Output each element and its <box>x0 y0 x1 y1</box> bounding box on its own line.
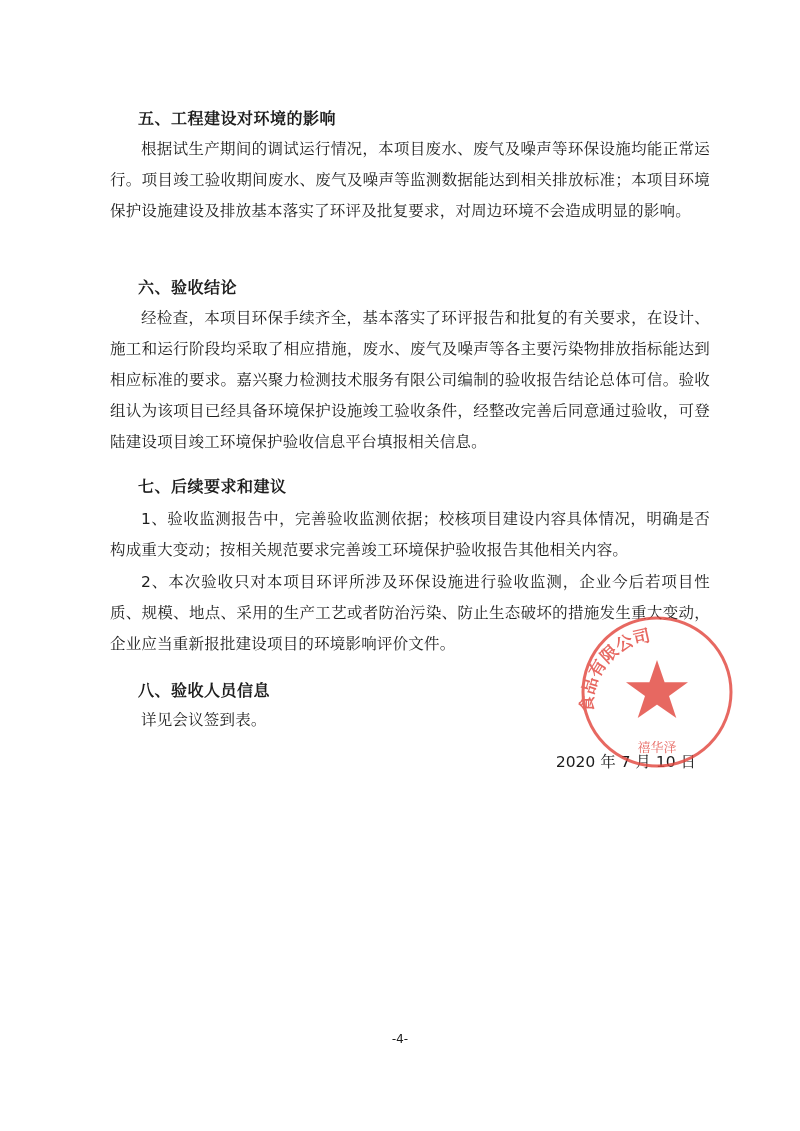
seal-ring-text: 食品有限公司 <box>577 626 653 713</box>
section-6-paragraph: 经检查，本项目环保手续齐全，基本落实了环评报告和批复的有关要求，在设计、施工和运行阶段均采取了相应措施，废水、废气及噪声等各主要污染物排放指标能达到相应标准的要求。嘉兴聚力检测技术服务有限公司编制的验收报告结论总体可信。验收组认为该项目已经具备环境保护设施竣工验收条件，经整改完善后同意通过验收，可登陆建设项目竣工环境保护验收信息平台填报相关信息。 <box>110 309 710 451</box>
section-5-paragraph: 根据试生产期间的调试运行情况，本项目废水、废气及噪声等环保设施均能正常运行。项目竣工验收期间废水、废气及噪声等监测数据能达到相关排放标准；本项目环境保护设施建设及排放基本落实了环评及批复要求，对周边环境不会造成明显的影响。 <box>110 140 710 220</box>
section-7-paragraph-2: 2、本次验收只对本项目环评所涉及环保设施进行验收监测，企业今后若项目性质、规模、地点、采用的生产工艺或者防治污染、防止生态破坏的措施发生重大变动，企业应当重新报批建设项目的环境影响评价文件。 <box>110 573 710 653</box>
signature-date: 2020 年 7 月 10 日 <box>555 753 696 771</box>
section-heading-5: 五、工程建设对环境的影响 <box>138 109 337 128</box>
section-8-paragraph: 详见会议签到表。 <box>141 711 267 729</box>
seal-lower-text: 禧华泽 <box>637 741 677 756</box>
section-heading-7: 七、后续要求和建议 <box>138 477 287 496</box>
section-heading-8: 八、验收人员信息 <box>138 681 271 700</box>
section-7-paragraph-1: 1、验收监测报告中，完善验收监测依据；校核项目建设内容具体情况，明确是否构成重大变动；按相关规范要求完善竣工环境保护验收报告其他相关内容。 <box>110 510 710 559</box>
section-heading-6: 六、验收结论 <box>138 278 238 297</box>
page-number: -4- <box>391 1032 409 1046</box>
